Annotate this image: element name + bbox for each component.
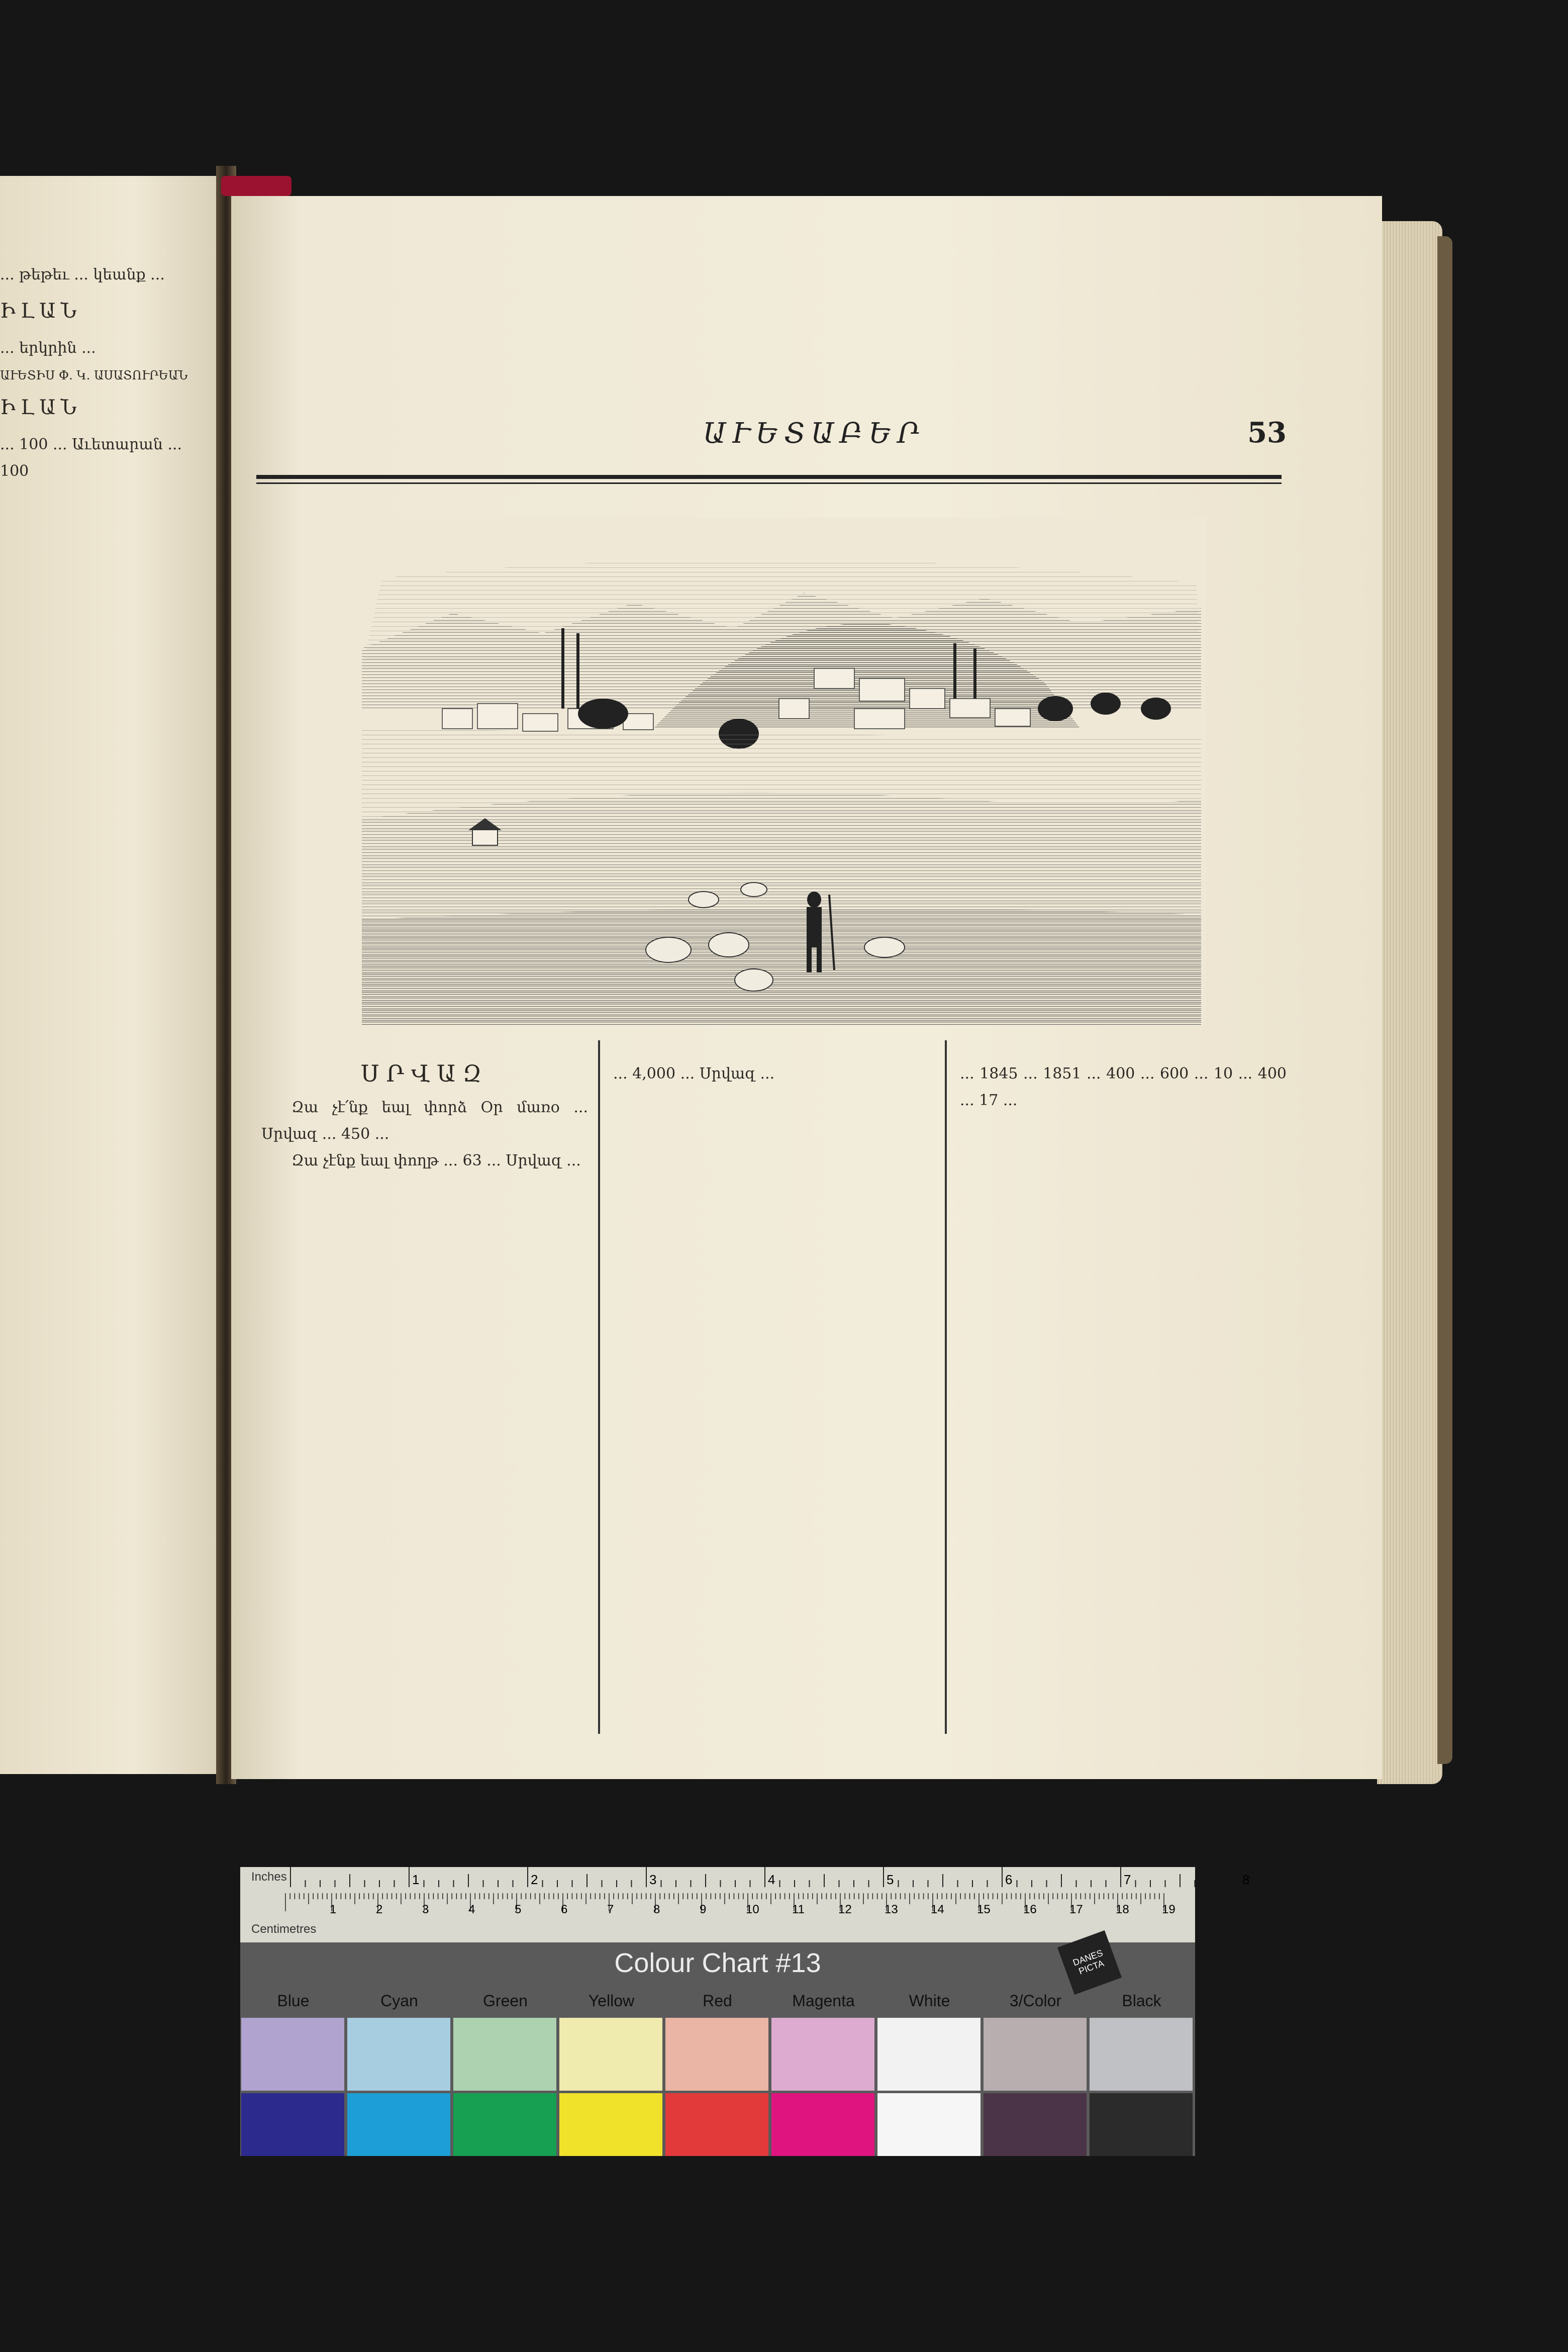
right-page bbox=[231, 196, 1382, 1779]
left-heading-2: ԻԼԱՆ bbox=[0, 396, 82, 419]
swatch-label-magenta: Magenta bbox=[792, 1992, 855, 2010]
cm-tick-label: 10 bbox=[746, 1903, 759, 1916]
colour-chart-card bbox=[240, 1867, 1250, 2156]
swatch-label-3-color: 3/Color bbox=[1009, 1992, 1062, 2010]
header-rule-thick bbox=[256, 475, 1282, 479]
header-rule-thin bbox=[256, 482, 1282, 484]
article-paragraph: Զա չէնք եալ փողթ ... 63 ... Սրվազ ... bbox=[291, 1152, 581, 1169]
colour-swatch bbox=[665, 2093, 768, 2156]
colour-swatch bbox=[665, 2018, 768, 2091]
page-header bbox=[261, 417, 1287, 477]
article-title: ՍՐՎԱԶ bbox=[360, 1060, 489, 1087]
colour-swatch bbox=[559, 2018, 662, 2091]
colour-swatch bbox=[559, 2093, 662, 2156]
colour-swatch bbox=[1090, 2018, 1193, 2091]
cm-tick-label: 18 bbox=[1116, 1903, 1129, 1916]
inch-tick-label: 3 bbox=[649, 1872, 657, 1887]
inch-tick-label: 2 bbox=[531, 1872, 538, 1887]
cm-tick-label: 11 bbox=[792, 1903, 805, 1916]
page-number: 53 bbox=[1247, 416, 1287, 449]
colour-swatch bbox=[347, 2018, 450, 2091]
running-title: ԱՒԵՏԱԲԵՐ bbox=[703, 417, 926, 450]
left-page bbox=[0, 176, 221, 1774]
measurement-ruler bbox=[240, 1867, 1250, 1942]
swatch-label-red: Red bbox=[703, 1992, 732, 2010]
swatch-label-row bbox=[240, 1992, 1195, 2017]
cm-tick-label: 7 bbox=[607, 1903, 614, 1916]
colour-swatch bbox=[877, 2093, 981, 2156]
cm-tick-label: 14 bbox=[931, 1903, 944, 1916]
article-column-3 bbox=[960, 1060, 1287, 1114]
colour-swatch bbox=[347, 2093, 450, 2156]
cm-tick-label: 13 bbox=[885, 1903, 898, 1916]
cm-tick-label: 8 bbox=[653, 1903, 660, 1916]
left-text-block-3: ... 100 ... Աւետարան ... bbox=[0, 436, 182, 453]
column-rule bbox=[945, 1040, 947, 1734]
colour-swatch bbox=[241, 2018, 344, 2091]
inch-tick-label: 1 bbox=[412, 1872, 420, 1887]
swatch-label-black: Black bbox=[1122, 1992, 1161, 2010]
cm-tick-label: 12 bbox=[838, 1903, 852, 1916]
inch-tick-label: 4 bbox=[768, 1872, 775, 1887]
colour-swatch bbox=[771, 2093, 874, 2156]
swatch-label-blue: Blue bbox=[277, 1992, 310, 2010]
colour-swatch bbox=[771, 2018, 874, 2091]
cm-tick-label: 19 bbox=[1162, 1903, 1175, 1916]
book-cover-edge bbox=[1437, 236, 1452, 1764]
inches-label: Inches bbox=[251, 1870, 287, 1884]
left-signature: ԱՒԵՏԻՍ Փ. Կ. ԱՍԱՏՈՒՐԵԱՆ bbox=[0, 368, 188, 382]
left-text-block-1: ... թեթեւ ... կեանք ... bbox=[0, 266, 165, 283]
swatch-label-green: Green bbox=[483, 1992, 528, 2010]
left-text-block-2: ... երկրին ... bbox=[0, 339, 96, 357]
centimetres-label: Centimetres bbox=[251, 1922, 317, 1936]
cm-tick-label: 4 bbox=[468, 1903, 475, 1916]
colour-swatch bbox=[984, 2018, 1087, 2091]
cm-tick-label: 17 bbox=[1069, 1903, 1083, 1916]
ruler-ticks bbox=[240, 1867, 1250, 1942]
page-edges bbox=[1377, 221, 1442, 1784]
colour-swatch bbox=[241, 2093, 344, 2156]
town-engraving bbox=[352, 518, 1206, 1025]
colour-swatch bbox=[453, 2093, 556, 2156]
cm-tick-label: 15 bbox=[977, 1903, 991, 1916]
inch-tick-label: 7 bbox=[1124, 1872, 1131, 1887]
logo-text: DANES PICTA bbox=[1071, 1947, 1106, 1977]
cm-tick-label: 2 bbox=[376, 1903, 383, 1916]
cm-tick-label: 3 bbox=[422, 1903, 429, 1916]
cm-tick-label: 6 bbox=[561, 1903, 568, 1916]
cm-tick-label: 1 bbox=[330, 1903, 337, 1916]
article-paragraph: ... 1845 ... 1851 ... 400 ... 600 ... 10 ... 400 ... 17 ... bbox=[960, 1065, 1287, 1109]
left-page-text bbox=[0, 261, 211, 484]
inch-tick-label: 8 bbox=[1242, 1872, 1250, 1887]
swatch-label-yellow: Yellow bbox=[588, 1992, 635, 2010]
cm-tick-label: 5 bbox=[515, 1903, 522, 1916]
article-column-2 bbox=[613, 1060, 940, 1087]
swatch-label-white: White bbox=[909, 1992, 950, 2010]
colour-chart-title: Colour Chart #13 bbox=[614, 1948, 821, 1978]
colour-swatch bbox=[1090, 2093, 1193, 2156]
swatch-label-cyan: Cyan bbox=[380, 1992, 418, 2010]
inch-tick-label: 5 bbox=[887, 1872, 894, 1887]
colour-swatch bbox=[877, 2018, 981, 2091]
cm-tick-label: 9 bbox=[700, 1903, 707, 1916]
left-figure: 100 bbox=[0, 462, 29, 480]
colour-swatch bbox=[984, 2093, 1087, 2156]
cm-tick-label: 16 bbox=[1023, 1903, 1037, 1916]
article-paragraph: ... 4,000 ... Սրվազ ... bbox=[613, 1065, 775, 1083]
left-heading-1: ԻԼԱՆ bbox=[0, 300, 82, 323]
book-spread bbox=[0, 166, 1457, 1784]
bookmark-ribbon bbox=[221, 176, 291, 196]
article-paragraph: Զա չէ՛նք եալ փորձ Օր մառօ ... Սրվազ ... 450 ... bbox=[261, 1099, 588, 1143]
inch-tick-label: 6 bbox=[1005, 1872, 1013, 1887]
article-column-1 bbox=[261, 1060, 588, 1174]
colour-swatch bbox=[453, 2018, 556, 2091]
column-rule bbox=[598, 1040, 600, 1734]
